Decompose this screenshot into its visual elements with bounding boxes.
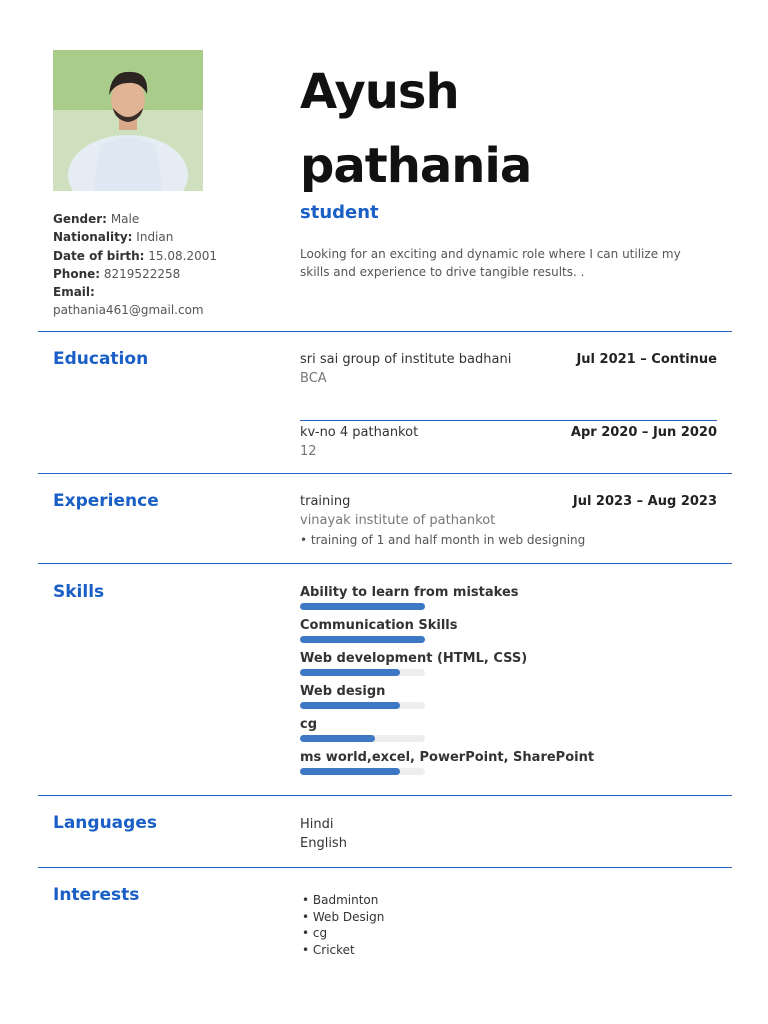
interests-list	[302, 892, 384, 958]
gender-value: Male	[110, 212, 140, 226]
education-degree: 12	[300, 444, 317, 459]
skill-item	[300, 750, 600, 775]
dob-value: 15.08.2001	[148, 248, 217, 263]
skill-level-fill	[300, 768, 400, 775]
experience-note: • training of 1 and half month in web designing	[300, 533, 586, 547]
interest-item: • Cricket	[302, 942, 355, 957]
experience-organization: vinayak institute of pathankot	[300, 513, 496, 528]
skill-level-bar	[300, 669, 425, 676]
profile-photo	[53, 50, 203, 191]
entry-divider	[300, 420, 717, 421]
email-row	[53, 283, 283, 301]
section-divider	[38, 563, 732, 564]
education-dates: Apr 2020 – Jun 2020	[570, 425, 717, 440]
skill-level-bar	[300, 702, 425, 709]
personal-info	[53, 210, 283, 320]
skill-label: Communication Skills	[300, 618, 458, 633]
skill-item	[300, 585, 600, 610]
phone-label: Phone:	[53, 266, 101, 281]
skill-label: Web design	[300, 684, 386, 699]
interest-item: • Web Design	[302, 909, 385, 924]
job-role: student	[300, 202, 379, 223]
dob-label: Date of birth:	[53, 248, 145, 263]
gender-row	[53, 210, 283, 228]
skill-label: Web development (HTML, CSS)	[300, 651, 528, 666]
skill-level-fill	[300, 669, 400, 676]
interest-item: • cg	[302, 926, 328, 940]
section-title-experience: Experience	[53, 491, 159, 511]
skill-level-bar	[300, 735, 425, 742]
skill-item	[300, 618, 600, 643]
education-institution: kv-no 4 pathankot	[300, 425, 419, 440]
skill-item	[300, 651, 600, 676]
skill-level-fill	[300, 702, 400, 709]
nationality-value: Indian	[136, 230, 174, 245]
name-line-last: pathania	[300, 138, 532, 194]
section-title-skills: Skills	[53, 582, 105, 602]
skill-label: cg	[300, 717, 318, 732]
nationality-row	[53, 228, 283, 246]
email-value[interactable]: pathania461@gmail.com	[53, 303, 204, 318]
experience-title: training	[300, 494, 351, 509]
education-dates: Jul 2021 – Continue	[576, 352, 717, 367]
summary-text: Looking for an exciting and dynamic role where I can utilize my skills and experience to drive tangible results. .	[300, 247, 681, 279]
skill-level-fill	[300, 603, 425, 610]
section-divider	[38, 473, 732, 474]
phone-value: 8219522258	[103, 266, 181, 281]
language-item: Hindi	[300, 817, 334, 832]
experience-dates: Jul 2023 – Aug 2023	[572, 494, 717, 509]
section-title-interests: Interests	[53, 885, 140, 905]
section-title-languages: Languages	[53, 813, 157, 833]
languages-list	[300, 815, 347, 853]
section-title-education: Education	[53, 349, 149, 369]
skill-level-bar	[300, 636, 425, 643]
dob-row	[53, 247, 283, 265]
interest-item: • Badminton	[302, 893, 379, 907]
phone-row	[53, 265, 283, 283]
language-item: English	[300, 836, 347, 851]
section-divider	[38, 867, 732, 868]
skill-level-fill	[300, 735, 375, 742]
skill-level-bar	[300, 603, 425, 610]
skill-item	[300, 684, 600, 709]
gender-label: Gender:	[53, 212, 107, 226]
skill-level-bar	[300, 768, 425, 775]
full-name	[300, 55, 531, 203]
education-degree: BCA	[300, 371, 327, 386]
skill-level-fill	[300, 636, 425, 643]
skill-label: Ability to learn from mistakes	[300, 585, 519, 600]
education-institution: sri sai group of institute badhani	[300, 352, 512, 367]
email-label: Email:	[53, 285, 95, 300]
skill-label: ms world,excel, PowerPoint, SharePoint	[300, 750, 595, 765]
nationality-label: Nationality:	[53, 230, 133, 245]
skill-item	[300, 717, 600, 742]
person-photo-icon	[53, 50, 203, 191]
section-divider	[38, 795, 732, 796]
section-divider	[38, 331, 732, 332]
name-line-first: Ayush	[300, 64, 459, 120]
